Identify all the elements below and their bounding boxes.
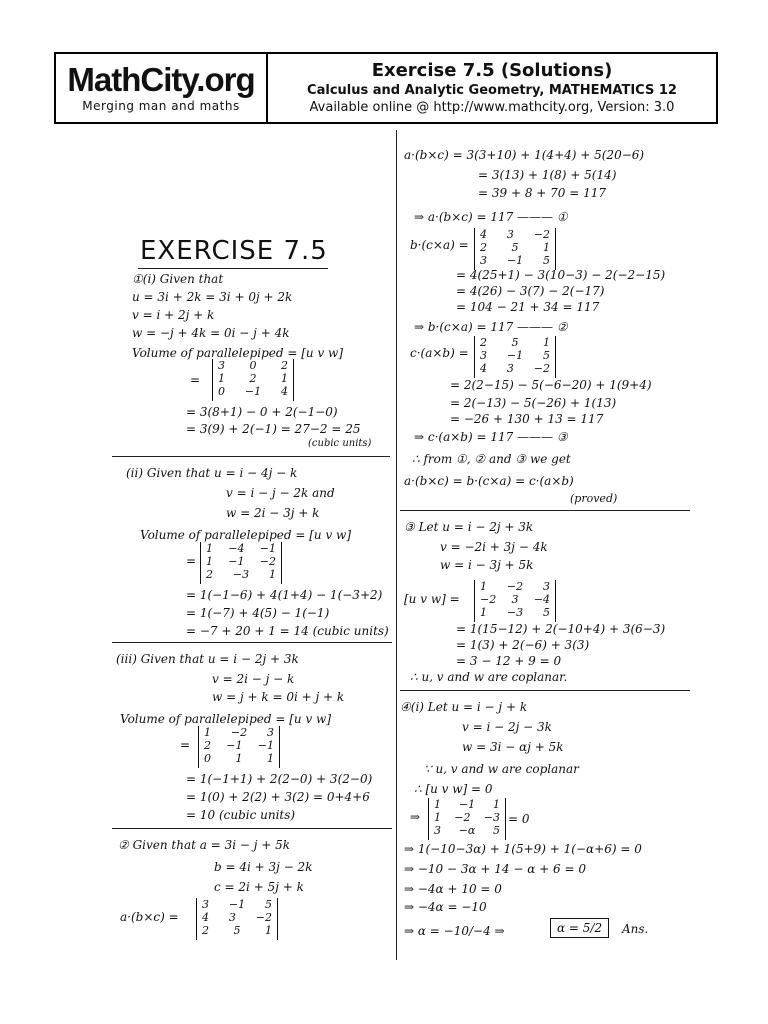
matrix-cell: 3 xyxy=(202,898,209,911)
matrix-cell: 2 xyxy=(480,336,487,349)
matrix-cell: 1 xyxy=(265,924,272,937)
solution-line: = 1(3) + 2(−6) + 3(3) xyxy=(456,638,590,652)
section-divider xyxy=(400,690,690,691)
matrix-cell: −2 xyxy=(255,911,272,924)
solution-line: Volume of parallelepiped = [u v w] xyxy=(132,346,344,360)
solution-line: a·(b×c) = 3(3+10) + 1(4+4) + 5(20−6) xyxy=(404,148,645,162)
solution-line: [u v w] = xyxy=(404,592,460,606)
matrix-cell: 2 xyxy=(204,739,211,752)
matrix-cell: 3 xyxy=(228,911,236,924)
section-divider xyxy=(400,510,690,511)
solution-line: c·(a×b) = xyxy=(410,346,469,360)
matrix-cell: 4 xyxy=(202,911,209,924)
solution-line: v = i + 2j + k xyxy=(132,308,215,322)
solution-line: ∴ from ①, ② and ③ we get xyxy=(412,452,571,466)
solution-line: ③ Let u = i − 2j + 3k xyxy=(404,520,534,534)
matrix-cell: 1 xyxy=(480,606,487,619)
solution-line: w = 2i − 3j + k xyxy=(226,506,320,520)
matrix-cell: 2 xyxy=(480,241,487,254)
final-answer-box: α = 5/2 xyxy=(550,918,609,938)
solution-line: ② Given that a = 3i − j + 5k xyxy=(118,838,291,852)
matrix-cell: 1 xyxy=(206,555,213,568)
solution-line: w = i − 3j + 5k xyxy=(440,558,534,572)
matrix-cell: 0 xyxy=(204,752,211,765)
solution-line: = −26 + 130 + 13 = 117 xyxy=(450,412,604,426)
matrix-cell: −1 xyxy=(228,898,246,911)
solution-line: = 10 (cubic units) xyxy=(186,808,296,822)
matrix-cell: 1 xyxy=(543,336,550,349)
availability-text: Available online @ http://www.mathcity.org, Version: 3.0 xyxy=(309,100,675,115)
solution-line: = 3(9) + 2(−1) = 27−2 = 25 xyxy=(186,422,361,436)
matrix-cell: 5 xyxy=(493,824,500,837)
matrix-cell: −1 xyxy=(257,739,274,752)
matrix-cell: 5 xyxy=(511,241,519,254)
solution-line: = 3 − 12 + 9 = 0 xyxy=(456,654,562,668)
solution-line: ④(i) Let u = i − j + k xyxy=(400,700,528,714)
document-subtitle: Calculus and Analytic Geometry, MATHEMATICS 12 xyxy=(307,83,677,98)
matrix-cell: −2 xyxy=(480,593,497,606)
matrix-cell: 1 xyxy=(204,726,211,739)
solution-line: = 2(2−15) − 5(−6−20) + 1(9+4) xyxy=(450,378,652,392)
solution-line: ⇒ a·(b×c) = 117 ——— ① xyxy=(414,210,568,224)
matrix-cell: 1 xyxy=(543,241,550,254)
solution-line: ⇒ 1(−10−3α) + 1(5+9) + 1(−α+6) = 0 xyxy=(404,842,642,856)
matrix-cell: 2 xyxy=(249,372,257,385)
matrix-cell: 3 xyxy=(267,726,274,739)
matrix-cell: −2 xyxy=(230,726,248,739)
solution-line: w = 3i − αj + 5k xyxy=(462,740,564,754)
solution-line: v = 2i − j − k xyxy=(212,672,295,686)
brand-tagline: Merging man and maths xyxy=(82,99,240,113)
matrix-cell: −1 xyxy=(226,739,243,752)
matrix-cell: −1 xyxy=(259,542,276,555)
solution-line: (iii) Given that u = i − 2j + 3k xyxy=(116,652,299,666)
matrix-cell: 1 xyxy=(235,752,243,765)
document-title: Exercise 7.5 (Solutions) xyxy=(371,60,613,81)
matrix-cell: −1 xyxy=(228,555,245,568)
matrix-cell: 3 xyxy=(543,580,550,593)
matrix-cell: −3 xyxy=(506,606,524,619)
solution-line: (ii) Given that u = i − 4j − k xyxy=(126,466,298,480)
solution-line: Volume of parallelepiped = [u v w] xyxy=(140,528,352,542)
solution-line: = 2(−13) − 5(−26) + 1(13) xyxy=(450,396,617,410)
matrix-cell: 1 xyxy=(269,568,276,581)
solution-line: ⇒ xyxy=(410,810,421,824)
solution-line: w = j + k = 0i + j + k xyxy=(212,690,345,704)
matrix-cell: 3 xyxy=(480,349,487,362)
solution-line: a·(b×c) = b·(c×a) = c·(a×b) xyxy=(404,474,574,488)
solution-line: = 1(0) + 2(2) + 3(2) = 0+4+6 xyxy=(186,790,370,804)
matrix-cell: −4 xyxy=(228,542,245,555)
solution-line: = 104 − 21 + 34 = 117 xyxy=(456,300,600,314)
exercise-heading: EXERCISE 7.5 xyxy=(140,236,328,266)
determinant-6 xyxy=(474,336,556,378)
solution-line: ∴ u, v and w are coplanar. xyxy=(410,670,568,684)
matrix-cell: −1 xyxy=(506,254,524,267)
solution-line: = 4(26) − 3(7) − 2(−17) xyxy=(456,284,605,298)
matrix-cell: −2 xyxy=(259,555,276,568)
solution-line: = 3(8+1) − 0 + 2(−1−0) xyxy=(186,405,338,419)
solution-line: = 4(25+1) − 3(10−3) − 2(−2−15) xyxy=(456,268,666,282)
solution-line: = 3(13) + 1(8) + 5(14) xyxy=(478,168,617,182)
matrix-cell: 3 xyxy=(511,593,519,606)
solution-line: v = i − j − 2k and xyxy=(226,486,335,500)
matrix-cell: 1 xyxy=(480,580,487,593)
solution-line: v = −2i + 3j − 4k xyxy=(440,540,548,554)
solution-line: c = 2i + 5j + k xyxy=(214,880,304,894)
brand-logo-text: MathCity.org xyxy=(67,61,255,98)
solution-line: = xyxy=(186,554,197,568)
matrix-cell: 3 xyxy=(434,824,441,837)
matrix-cell: −1 xyxy=(458,798,476,811)
solution-line: ①(i) Given that xyxy=(132,272,224,286)
matrix-cell: −1 xyxy=(506,349,524,362)
determinant-7 xyxy=(474,580,556,622)
solution-line: v = i − 2j − 3k xyxy=(462,720,552,734)
matrix-cell: 1 xyxy=(206,542,213,555)
solution-line: (proved) xyxy=(570,492,618,505)
solution-line: = 1(15−12) + 2(−10+4) + 3(6−3) xyxy=(456,622,666,636)
matrix-cell: −2 xyxy=(454,811,471,824)
solution-line: ∵ u, v and w are coplanar xyxy=(424,762,579,776)
matrix-cell: −3 xyxy=(483,811,500,824)
matrix-cell: 1 xyxy=(493,798,500,811)
solution-line: = 39 + 8 + 70 = 117 xyxy=(478,186,606,200)
matrix-cell: −2 xyxy=(533,362,550,375)
solution-line: ⇒ c·(a×b) = 117 ——— ③ xyxy=(414,430,568,444)
matrix-cell: 1 xyxy=(267,752,274,765)
matrix-cell: −α xyxy=(458,824,476,837)
matrix-cell: 2 xyxy=(281,359,288,372)
solution-line: ⇒ α = −10/−4 ⇒ xyxy=(404,924,505,938)
matrix-cell: 1 xyxy=(434,811,441,824)
determinant-5 xyxy=(474,228,556,270)
solution-line: (cubic units) xyxy=(308,438,372,449)
solution-line: ⇒ −10 − 3α + 14 − α + 6 = 0 xyxy=(404,862,586,876)
solution-line: = xyxy=(180,738,191,752)
solution-line: = 0 xyxy=(508,812,530,826)
answer-label: Ans. xyxy=(622,922,649,936)
matrix-cell: 3 xyxy=(506,362,514,375)
solution-line: = 1(−1−6) + 4(1+4) − 1(−3+2) xyxy=(186,588,383,602)
solution-line: = xyxy=(190,373,201,387)
determinant-8 xyxy=(428,798,506,840)
solution-line: a·(b×c) = xyxy=(120,910,179,924)
matrix-cell: 3 xyxy=(480,254,487,267)
matrix-cell: 5 xyxy=(265,898,272,911)
matrix-cell: −3 xyxy=(232,568,250,581)
matrix-cell: 0 xyxy=(249,359,257,372)
solution-line: b·(c×a) = xyxy=(410,238,469,252)
matrix-cell: 4 xyxy=(480,362,487,375)
matrix-cell: 1 xyxy=(434,798,441,811)
solution-line: b = 4i + 3j − 2k xyxy=(214,860,313,874)
matrix-cell: 0 xyxy=(218,385,225,398)
matrix-cell: 2 xyxy=(206,568,213,581)
solution-line: = 1(−7) + 4(5) − 1(−1) xyxy=(186,606,330,620)
solution-line: ⇒ −4α = −10 xyxy=(404,900,487,914)
solution-line: ⇒ −4α + 10 = 0 xyxy=(404,882,502,896)
matrix-cell: 4 xyxy=(281,385,288,398)
matrix-cell: −4 xyxy=(533,593,550,606)
solution-line: Volume of parallelepiped = [u v w] xyxy=(120,712,332,726)
matrix-cell: 5 xyxy=(543,349,550,362)
matrix-cell: 5 xyxy=(511,336,519,349)
matrix-cell: 1 xyxy=(218,372,225,385)
solution-line: u = 3i + 2k = 3i + 0j + 2k xyxy=(132,290,293,304)
matrix-cell: 1 xyxy=(281,372,288,385)
matrix-cell: 5 xyxy=(543,254,550,267)
matrix-cell: −2 xyxy=(533,228,550,241)
matrix-cell: 3 xyxy=(506,228,514,241)
matrix-cell: −2 xyxy=(506,580,524,593)
solution-line: = −7 + 20 + 1 = 14 (cubic units) xyxy=(186,624,389,638)
solution-line: w = −j + 4k = 0i − j + 4k xyxy=(132,326,290,340)
matrix-cell: 2 xyxy=(202,924,209,937)
matrix-cell: 3 xyxy=(218,359,225,372)
matrix-cell: −1 xyxy=(244,385,262,398)
matrix-cell: 5 xyxy=(543,606,550,619)
solution-line: ⇒ b·(c×a) = 117 ——— ② xyxy=(414,320,568,334)
solution-line: = 1(−1+1) + 2(2−0) + 3(2−0) xyxy=(186,772,373,786)
matrix-cell: 4 xyxy=(480,228,487,241)
matrix-cell: 5 xyxy=(233,924,241,937)
solution-line: ∴ [u v w] = 0 xyxy=(414,782,493,796)
